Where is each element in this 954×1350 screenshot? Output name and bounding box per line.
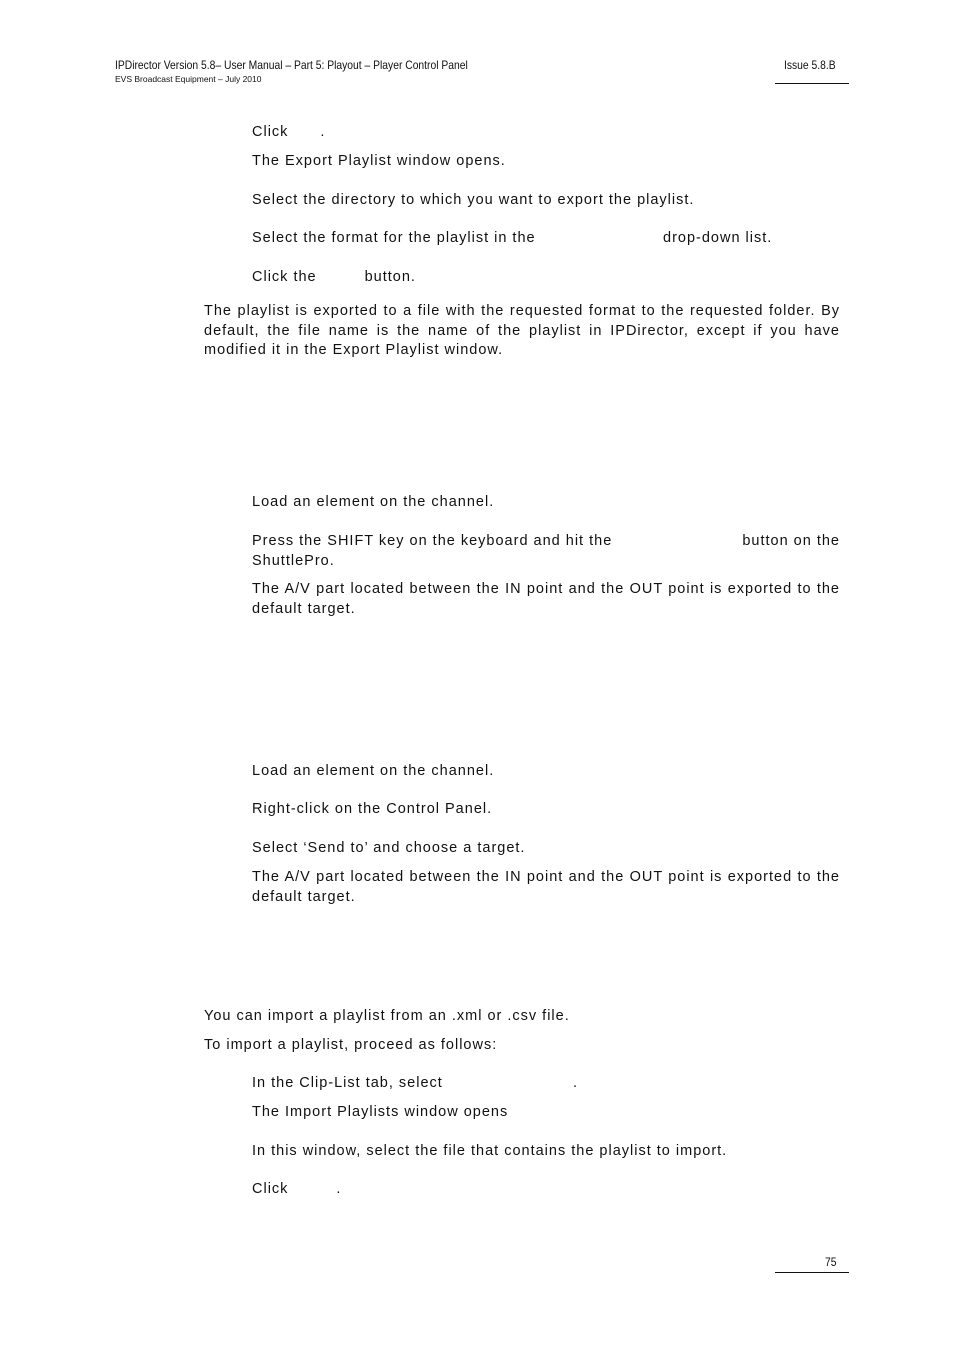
export-select-format-b: drop-down list. <box>663 230 773 246</box>
shuttle-press-b: button on the <box>742 533 840 549</box>
panel-load-step: Load an element on the channel. <box>252 763 495 779</box>
shuttle-press-a: Press the SHIFT key on the keyboard and hit the <box>252 533 613 549</box>
panel-right-click-step: Right-click on the Control Panel. <box>252 801 493 817</box>
header-title: IPDirector Version 5.8– User Manual – Part 5: Playout – Player Control Panel <box>115 58 468 72</box>
shuttle-result: The A/V part located between the IN point and the OUT point is exported to the default target. <box>252 581 840 617</box>
footer-rule <box>775 1272 849 1273</box>
header-rule <box>775 83 849 84</box>
import-proceed: To import a playlist, proceed as follows: <box>204 1037 498 1053</box>
import-click-dot: . <box>336 1181 342 1197</box>
import-intro: You can import a playlist from an .xml or .csv file. <box>204 1008 570 1024</box>
export-click-the: Click the <box>252 269 317 285</box>
shuttle-press-c: ShuttlePro. <box>252 552 335 569</box>
import-in-tab-text: In the Clip-List tab, select <box>252 1075 443 1091</box>
export-result-paragraph: The playlist is exported to a file with the requested format to the requested folder. By default, the file name is the name of the playlist in IPDirector, except if you have modified it in the Export Playlist window. <box>204 303 840 358</box>
import-in-tab-step <box>252 1074 443 1093</box>
export-click-dot: . <box>320 124 326 140</box>
import-window-opens: The Import Playlists window opens <box>252 1104 509 1120</box>
import-select-file: In this window, select the file that contains the playlist to import. <box>252 1143 728 1159</box>
export-select-directory: Select the directory to which you want to export the playlist. <box>252 192 695 208</box>
import-click-step <box>252 1180 341 1199</box>
panel-select-send-step: Select ‘Send to’ and choose a target. <box>252 840 526 856</box>
export-select-format-step <box>252 229 536 248</box>
page-number: 75 <box>825 1255 837 1269</box>
export-click-text: Click <box>252 124 289 140</box>
export-window-opens: The Export Playlist window opens. <box>252 153 506 169</box>
header-subtitle: EVS Broadcast Equipment – July 2010 <box>115 74 262 84</box>
import-click-text: Click <box>252 1181 289 1197</box>
export-select-format-a: Select the format for the playlist in the <box>252 230 536 246</box>
export-click-step <box>252 123 325 142</box>
export-click-button-step <box>252 268 416 287</box>
shuttle-press-step <box>252 532 840 571</box>
export-button-word: button. <box>364 269 416 285</box>
header-issue: Issue 5.8.B <box>784 58 836 72</box>
shuttle-load-step: Load an element on the channel. <box>252 494 495 510</box>
import-in-tab-dot: . <box>573 1075 579 1091</box>
panel-result: The A/V part located between the IN point and the OUT point is exported to the default target. <box>252 869 840 905</box>
